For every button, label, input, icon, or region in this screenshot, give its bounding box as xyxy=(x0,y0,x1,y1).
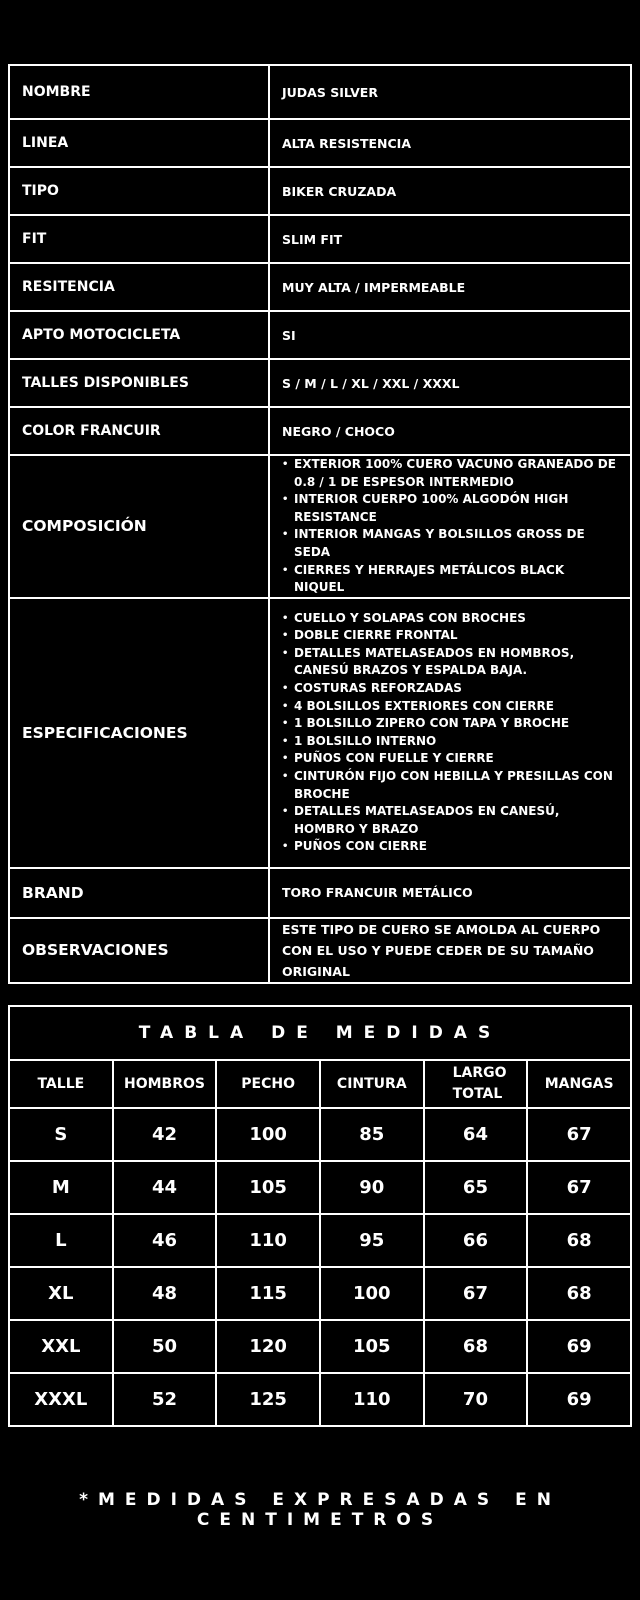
spec-row-fit xyxy=(9,215,631,263)
table-row xyxy=(9,1214,631,1267)
column-header-cintura: CINTURA xyxy=(320,1060,424,1108)
column-header-largo-total: LARGO TOTAL xyxy=(424,1060,528,1108)
measure-cell: 68 xyxy=(527,1267,631,1320)
spec-label: ESPECIFICACIONES xyxy=(9,598,269,868)
measure-cell: 69 xyxy=(527,1320,631,1373)
column-header-hombros: HOMBROS xyxy=(113,1060,217,1108)
size-cell: XXXL xyxy=(9,1373,113,1426)
spec-row-apto-motocicleta xyxy=(9,311,631,359)
measure-cell: 52 xyxy=(113,1373,217,1426)
column-header-mangas: MANGAS xyxy=(527,1060,631,1108)
measure-cell: 110 xyxy=(320,1373,424,1426)
measure-cell: 42 xyxy=(113,1108,217,1161)
spec-label: RESITENCIA xyxy=(9,263,269,311)
table-row xyxy=(9,1267,631,1320)
measure-cell: 105 xyxy=(320,1320,424,1373)
spec-label: COLOR FRANCUIR xyxy=(9,407,269,455)
list-item: • 4 BOLSILLOS EXTERIORES CON CIERRE xyxy=(294,698,618,716)
measure-cell: 90 xyxy=(320,1161,424,1214)
list-item: • PUÑOS CON CIERRE xyxy=(294,838,618,856)
size-table-title-row xyxy=(9,1006,631,1060)
measure-cell: 67 xyxy=(424,1267,528,1320)
spec-value xyxy=(269,455,631,598)
measure-cell: 110 xyxy=(216,1214,320,1267)
spec-row-color-francuir xyxy=(9,407,631,455)
measure-cell: 66 xyxy=(424,1214,528,1267)
spec-value: S / M / L / XL / XXL / XXXL xyxy=(269,359,631,407)
list-item: • DETALLES MATELASEADOS EN CANESÚ, HOMBRO Y BRAZO xyxy=(294,803,618,838)
measure-cell: 95 xyxy=(320,1214,424,1267)
column-header-pecho: PECHO xyxy=(216,1060,320,1108)
spec-value: MUY ALTA / IMPERMEABLE xyxy=(269,263,631,311)
spec-value: BIKER CRUZADA xyxy=(269,167,631,215)
list-item: • PUÑOS CON FUELLE Y CIERRE xyxy=(294,750,618,768)
measure-cell: 120 xyxy=(216,1320,320,1373)
especificaciones-list xyxy=(282,610,618,856)
spec-label: BRAND xyxy=(9,868,269,918)
list-item: • DETALLES MATELASEADOS EN HOMBROS, CANESÚ BRAZOS Y ESPALDA BAJA. xyxy=(294,645,618,680)
spec-row-composicion xyxy=(9,455,631,598)
list-item: • 1 BOLSILLO ZIPERO CON TAPA Y BROCHE xyxy=(294,715,618,733)
spec-value: SLIM FIT xyxy=(269,215,631,263)
measure-cell: 68 xyxy=(424,1320,528,1373)
list-item: • CINTURÓN FIJO CON HEBILLA Y PRESILLAS CON BROCHE xyxy=(294,768,618,803)
list-item: • CIERRES Y HERRAJES METÁLICOS BLACK NIQUEL xyxy=(294,562,618,597)
list-item: • COSTURAS REFORZADAS xyxy=(294,680,618,698)
measure-cell: 64 xyxy=(424,1108,528,1161)
measure-cell: 68 xyxy=(527,1214,631,1267)
spec-label: FIT xyxy=(9,215,269,263)
measure-cell: 46 xyxy=(113,1214,217,1267)
product-spec-table xyxy=(8,64,632,984)
list-item: • INTERIOR CUERPO 100% ALGODÓN HIGH RESISTANCE xyxy=(294,491,618,526)
spec-label: LINEA xyxy=(9,119,269,167)
table-row xyxy=(9,1108,631,1161)
list-item: • CUELLO Y SOLAPAS CON BROCHES xyxy=(294,610,618,628)
spec-row-brand xyxy=(9,868,631,918)
spec-row-nombre xyxy=(9,65,631,119)
spec-label: COMPOSICIÓN xyxy=(9,455,269,598)
spec-value: TORO FRANCUIR METÁLICO xyxy=(269,868,631,918)
spec-label: OBSERVACIONES xyxy=(9,918,269,983)
table-row xyxy=(9,1161,631,1214)
list-item: • 1 BOLSILLO INTERNO xyxy=(294,733,618,751)
measure-cell: 125 xyxy=(216,1373,320,1426)
size-chart-table xyxy=(8,1005,632,1427)
measure-cell: 115 xyxy=(216,1267,320,1320)
list-item: • EXTERIOR 100% CUERO VACUNO GRANEADO DE 0.8 / 1 DE ESPESOR INTERMEDIO xyxy=(294,456,618,491)
spec-row-observaciones xyxy=(9,918,631,983)
measure-cell: 85 xyxy=(320,1108,424,1161)
spec-value: ALTA RESISTENCIA xyxy=(269,119,631,167)
list-item: • INTERIOR MANGAS Y BOLSILLOS GROSS DE SEDA xyxy=(294,526,618,561)
measure-cell: 100 xyxy=(216,1108,320,1161)
table-row xyxy=(9,1373,631,1426)
spec-label: TIPO xyxy=(9,167,269,215)
spec-label: APTO MOTOCICLETA xyxy=(9,311,269,359)
spec-value: NEGRO / CHOCO xyxy=(269,407,631,455)
list-item: • DOBLE CIERRE FRONTAL xyxy=(294,627,618,645)
spec-value xyxy=(269,598,631,868)
size-cell: S xyxy=(9,1108,113,1161)
size-cell: M xyxy=(9,1161,113,1214)
measurement-unit-note: *MEDIDAS EXPRESADAS EN CENTIMETROS xyxy=(79,1490,561,1530)
measure-cell: 69 xyxy=(527,1373,631,1426)
size-cell: XL xyxy=(9,1267,113,1320)
spec-label: TALLES DISPONIBLES xyxy=(9,359,269,407)
composicion-list xyxy=(282,456,618,597)
measure-cell: 50 xyxy=(113,1320,217,1373)
measure-cell: 105 xyxy=(216,1161,320,1214)
spec-value: SI xyxy=(269,311,631,359)
column-header-talle: TALLE xyxy=(9,1060,113,1108)
measure-cell: 100 xyxy=(320,1267,424,1320)
spec-value: JUDAS SILVER xyxy=(269,65,631,119)
size-table-title: TABLA DE MEDIDAS xyxy=(9,1006,631,1060)
size-cell: XXL xyxy=(9,1320,113,1373)
table-row xyxy=(9,1320,631,1373)
measure-cell: 70 xyxy=(424,1373,528,1426)
spec-row-resitencia xyxy=(9,263,631,311)
size-table-header-row xyxy=(9,1060,631,1108)
spec-label: NOMBRE xyxy=(9,65,269,119)
size-cell: L xyxy=(9,1214,113,1267)
spec-row-especificaciones xyxy=(9,598,631,868)
spec-row-talles-disponibles xyxy=(9,359,631,407)
measure-cell: 65 xyxy=(424,1161,528,1214)
spec-row-linea xyxy=(9,119,631,167)
spec-row-tipo xyxy=(9,167,631,215)
spec-value: ESTE TIPO DE CUERO SE AMOLDA AL CUERPO CON EL USO Y PUEDE CEDER DE SU TAMAÑO ORIGINAL xyxy=(269,918,631,983)
measure-cell: 48 xyxy=(113,1267,217,1320)
measure-cell: 67 xyxy=(527,1161,631,1214)
measure-cell: 44 xyxy=(113,1161,217,1214)
measure-cell: 67 xyxy=(527,1108,631,1161)
